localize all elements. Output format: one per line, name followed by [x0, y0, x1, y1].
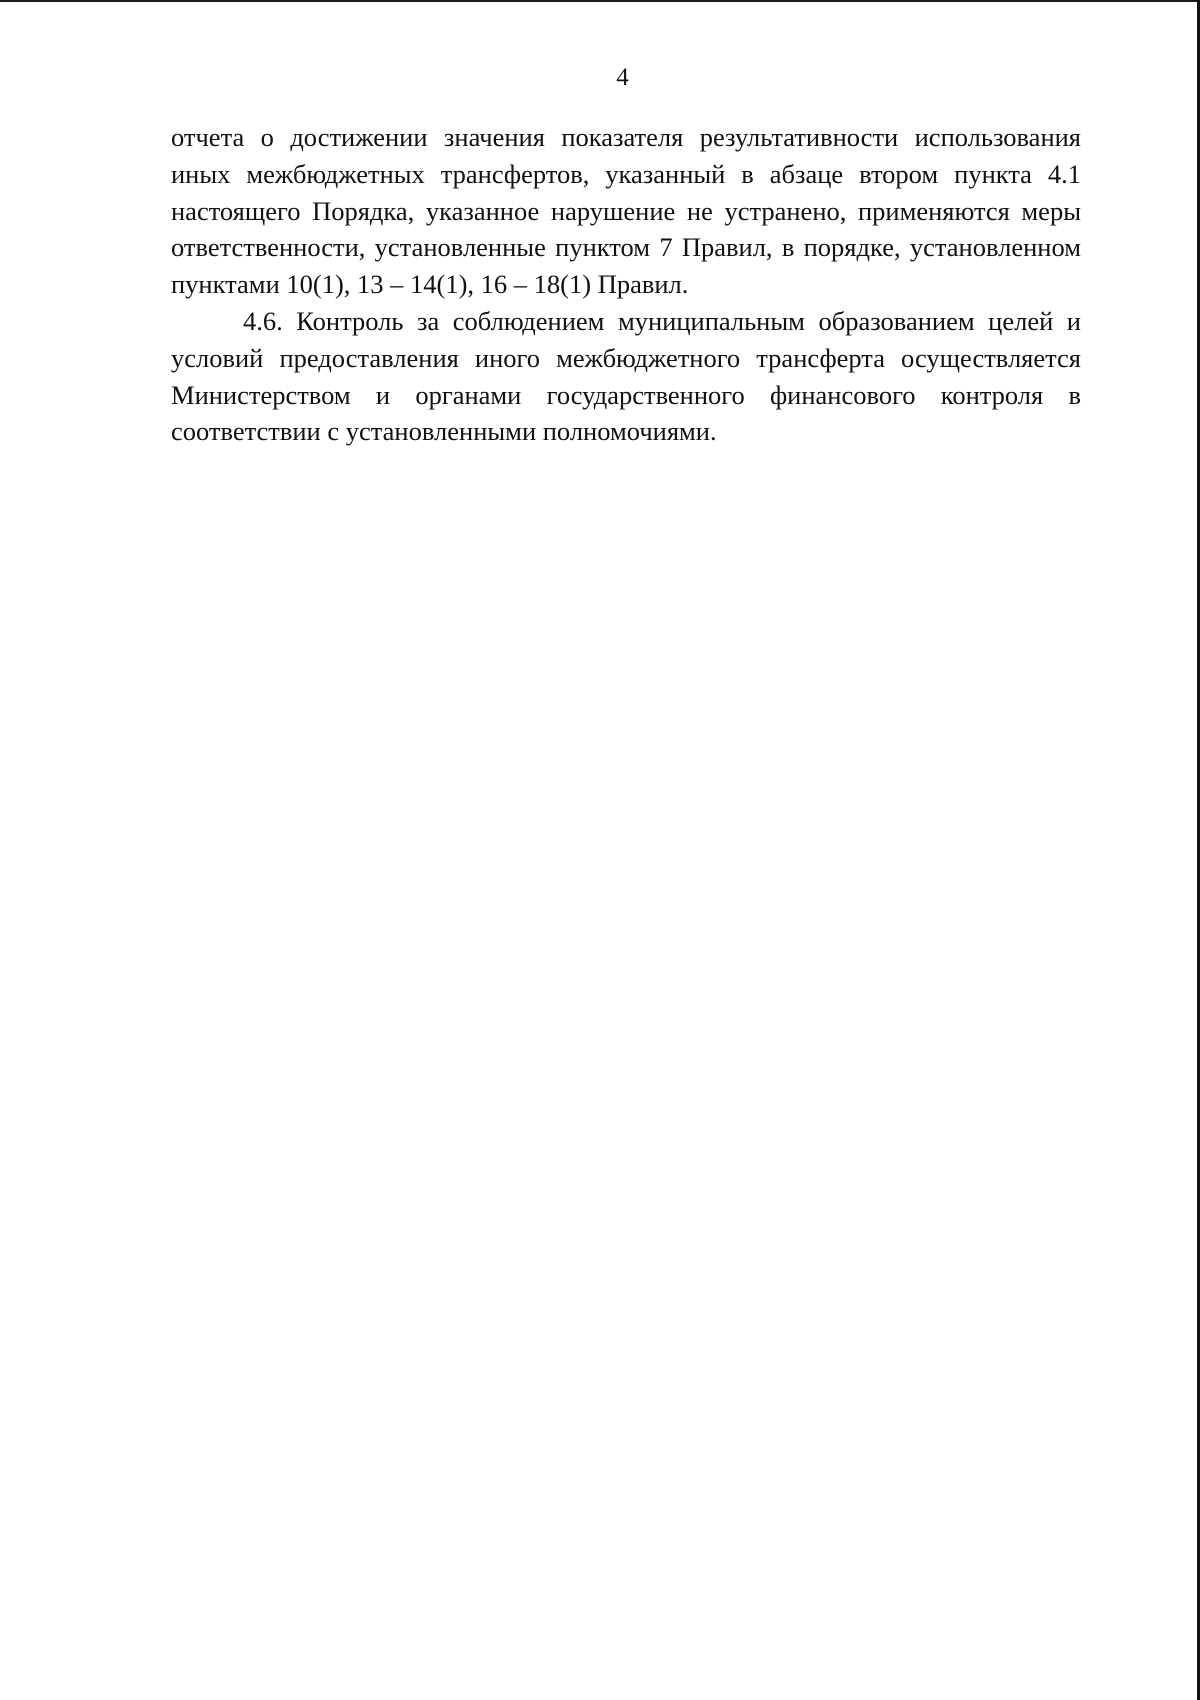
page-number: 4 — [616, 64, 629, 91]
scan-top-edge — [0, 0, 1200, 2]
paragraph-4-6: 4.6. Контроль за соблюдением муниципальным образованием целей и условий предоставления иного межбюджетного трансферта осуществляется Министерством и органами государственного финансового контроля в соответствии с установленными полномочиями. — [171, 305, 1081, 447]
paragraph-continuation: отчета о достижении значения показателя результативности использования иных межбюджетных трансфертов, указанный в абзаце втором пункта 4.1 настоящего Порядка, указанное нарушение не устранено, применяются меры ответственности, установленные пунктом 7 Правил, в порядке, установленном пунктами 10(1), 13 – 14(1), 16 – 18(1) Правил. — [171, 122, 1081, 300]
document-body — [171, 119, 1081, 450]
